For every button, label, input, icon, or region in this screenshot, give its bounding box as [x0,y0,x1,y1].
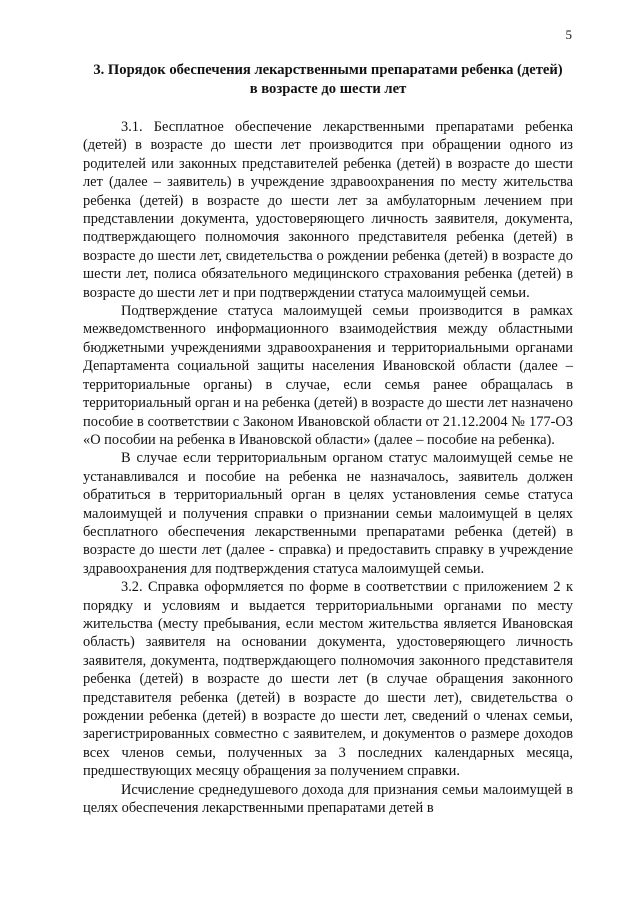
section-heading [83,61,573,99]
paragraph-status-confirmation: Подтверждение статуса малоимущей семьи производится в рамках межведомственного информационного взаимодействия между областными бюджетными учреждениями здравоохранения и территориальными органами Департамента социальной защиты населения Ивановской области (далее – территориальные органы) в случае, если семья ранее обращалась в территориальный орган и на ребенка (детей) в возрасте до шести лет назначено пособие в соответствии с Законом Ивановской области от 21.12.2004 № 177-ОЗ «О пособии на ребенка в Ивановской области» (далее – пособие на ребенка). [83,303,573,448]
paragraph-3-2: 3.2. Справка оформляется по форме в соответствии с приложением 2 к порядку и условиям и выдается территориальными органами по месту жительства (месту пребывания, если местом жительства является Ивановская область) заявителя на основании документа, удостоверяющего личность заявителя, документа, подтверждающего полномочия законного представителя ребенка (детей) в возрасте до шести лет (в случае обращения законного представителя ребенка (детей) в возрасте до шести лет), свидетельства о рождении ребенка (детей) в возрасте до шести лет, сведений о членах семьи, зарегистрированных совместно с заявителем, и документов о размере доходов всех членов семьи, полученных за 3 последних календарных месяца, предшествующих месяцу обращения за получением справки. [83,579,573,780]
document-body [83,61,573,817]
paragraph-income-calculation: Исчисление среднедушевого дохода для признания семьи малоимущей в целях обеспечения лекарственными препаратами детей в [83,781,573,817]
paragraph-status-not-established: В случае если территориальным органом статус малоимущей семье не устанавливался и пособие на ребенка не назначалось, заявитель должен обратиться в территориальный орган в целях установления семье статуса малоимущей и получения справки о признании семьи малоимущей в целях бесплатного обеспечения лекарственными препаратами ребенка (детей) в возрасте до шести лет (далее - справка) и предоставить справку в учреждение здравоохранения для подтверждения статуса малоимущей семьи. [83,450,573,577]
section-heading-line-2: в возрасте до шести лет [249,81,407,97]
paragraph-3-1: 3.1. Бесплатное обеспечение лекарственными препаратами ребенка (детей) в возрасте до шести лет производится при обращении одного из родителей или законных представителей ребенка (детей) в возрасте до шести лет (далее – заявитель) в учреждение здравоохранения по месту жительства ребенка (детей) в возрасте до шести лет за амбулаторным лечением при представлении документа, удостоверяющего личность заявителя, документа, подтверждающего полномочия законного представителя ребенка (детей) в возрасте до шести лет, свидетельства о рождении ребенка (детей) в возрасте до шести лет, полиса обязательного медицинского страхования ребенка (детей) в возрасте до шести лет и при подтверждении статуса малоимущей семьи. [83,119,573,301]
section-heading-line-1: 3. Порядок обеспечения лекарственными препаратами ребенка (детей) [93,62,563,78]
page-number: 5 [565,27,572,42]
